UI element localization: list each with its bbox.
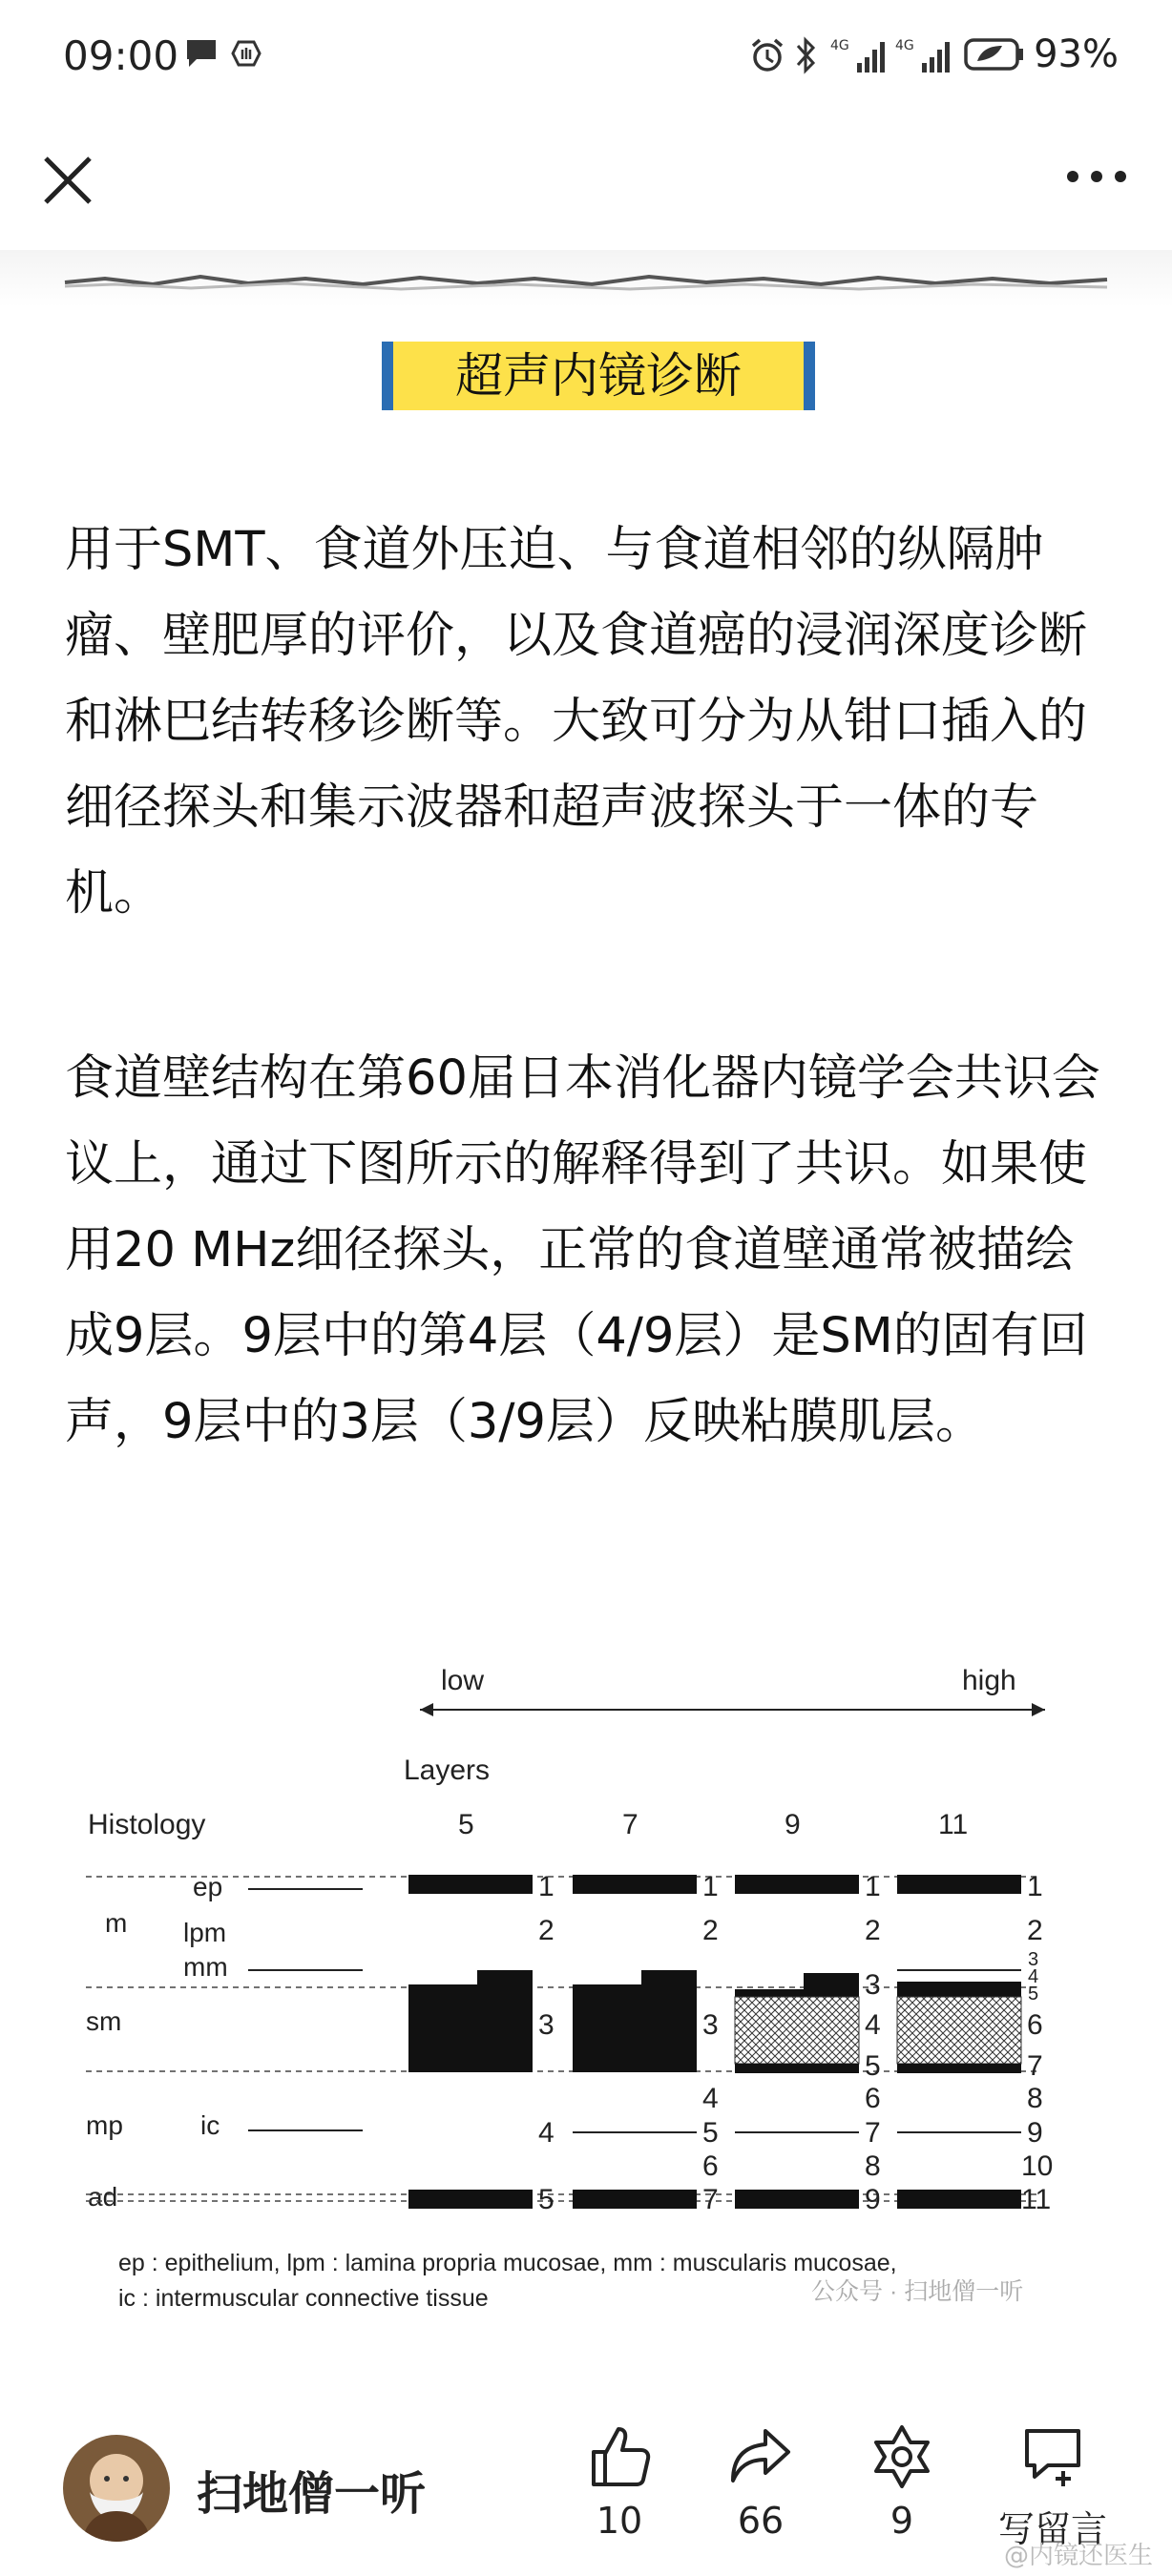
hist-mp: mp bbox=[86, 2110, 123, 2140]
share-icon bbox=[727, 2423, 794, 2490]
svg-text:3: 3 bbox=[1028, 1949, 1039, 1970]
more-icon[interactable] bbox=[1063, 162, 1130, 191]
svg-text:5: 5 bbox=[1028, 1984, 1039, 2005]
signal-icon-1 bbox=[830, 36, 889, 78]
like-count: 10 bbox=[596, 2500, 643, 2542]
svg-text:4: 4 bbox=[538, 2117, 555, 2149]
svg-text:2: 2 bbox=[1027, 1915, 1043, 1946]
svg-text:5: 5 bbox=[702, 2117, 719, 2149]
corner-watermark: @内镜还医生 bbox=[1003, 2542, 1153, 2570]
svg-text:2: 2 bbox=[538, 1915, 555, 1946]
hist-ic: ic bbox=[200, 2110, 220, 2140]
svg-text:5: 5 bbox=[865, 2050, 881, 2082]
signal-icon-2 bbox=[895, 36, 954, 78]
thumbs-up-icon bbox=[586, 2423, 653, 2490]
status-bar bbox=[0, 0, 1172, 114]
low-label: low bbox=[441, 1665, 485, 1696]
svg-text:1: 1 bbox=[702, 1871, 719, 1902]
author-name[interactable]: 扫地僧一听 bbox=[197, 2467, 427, 2521]
svg-text:7: 7 bbox=[1027, 2050, 1043, 2082]
hist-ad: ad bbox=[88, 2182, 118, 2212]
svg-text:2: 2 bbox=[702, 1915, 719, 1946]
figure-legend-line-2: ic : intermuscular connective tissue bbox=[118, 2285, 489, 2312]
figure-watermark: 公众号 · 扫地僧一听 bbox=[811, 2278, 1024, 2305]
histology-label: Histology bbox=[88, 1809, 206, 1840]
svg-text:6: 6 bbox=[1027, 2009, 1043, 2041]
close-icon[interactable] bbox=[38, 151, 97, 210]
svg-text:4G: 4G bbox=[895, 38, 914, 53]
svg-text:4G: 4G bbox=[830, 38, 849, 53]
share-button[interactable] bbox=[708, 2423, 813, 2542]
svg-text:1: 1 bbox=[538, 1871, 555, 1902]
figure-legend-line-1: ep : epithelium, lpm : lamina propria mucosae, mm : muscularis mucosae, bbox=[118, 2250, 897, 2276]
svg-text:8: 8 bbox=[865, 2150, 881, 2182]
comment-button[interactable] bbox=[991, 2423, 1115, 2552]
high-label: high bbox=[962, 1665, 1016, 1696]
article-paragraph-2: 食道壁结构在第60届日本消化器内镜学会共识会议上，通过下图所示的解释得到了共识。如果使用20 MHz细径探头，正常的食道壁通常被描绘成9层。9层中的第4层（4/9层）是SM的固有回声，9层中的3层（3/9层）反映粘膜肌层。 bbox=[65, 1050, 1100, 1450]
svg-text:6: 6 bbox=[865, 2083, 881, 2114]
top-bar bbox=[0, 114, 1172, 253]
battery-level: 93% bbox=[1034, 32, 1119, 76]
svg-text:11: 11 bbox=[1021, 2184, 1052, 2215]
svg-text:10: 10 bbox=[1021, 2150, 1054, 2182]
svg-text:2: 2 bbox=[865, 1915, 881, 1946]
share-count: 66 bbox=[737, 2500, 785, 2542]
svg-text:7: 7 bbox=[865, 2117, 881, 2149]
hist-mm: mm bbox=[183, 1952, 228, 1982]
section-heading: 超声内镜诊断 bbox=[382, 342, 815, 410]
layers-col-7: 7 bbox=[622, 1809, 638, 1840]
article-paragraph-1: 用于SMT、食道外压迫、与食道相邻的纵隔肿瘤、壁肥厚的评价，以及食道癌的浸润深度诊断和淋巴结转移诊断等。大致可分为从钳口插入的细径探头和集示波器和超声波探头于一体的专机。 bbox=[65, 522, 1088, 922]
alarm-icon bbox=[748, 36, 786, 78]
torn-paper-divider bbox=[0, 250, 1172, 307]
svg-text:1: 1 bbox=[1027, 1871, 1043, 1902]
clock: 09:00 bbox=[63, 32, 179, 79]
svg-text:1: 1 bbox=[865, 1871, 881, 1902]
bottom-action-bar bbox=[0, 2414, 1172, 2576]
esophageal-wall-layers-figure bbox=[76, 1655, 1098, 2323]
comment-label: 写留言 bbox=[997, 2508, 1107, 2550]
layers-col-5: 5 bbox=[458, 1809, 474, 1840]
favorite-button[interactable] bbox=[849, 2423, 954, 2542]
layers-col-11: 11 bbox=[938, 1809, 969, 1840]
comment-icon bbox=[1019, 2423, 1086, 2490]
svg-text:9: 9 bbox=[1027, 2117, 1043, 2149]
svg-text:4: 4 bbox=[1028, 1966, 1039, 1987]
svg-text:9: 9 bbox=[865, 2184, 881, 2215]
star-icon bbox=[869, 2423, 935, 2490]
message-icon bbox=[183, 36, 220, 74]
like-button[interactable] bbox=[567, 2423, 672, 2542]
svg-text:4: 4 bbox=[865, 2009, 881, 2041]
svg-text:3: 3 bbox=[538, 2009, 555, 2041]
svg-text:8: 8 bbox=[1027, 2083, 1043, 2114]
svg-text:7: 7 bbox=[702, 2184, 719, 2215]
star-count: 9 bbox=[889, 2500, 914, 2542]
hist-lpm: lpm bbox=[183, 1918, 227, 1947]
layers-label: Layers bbox=[404, 1755, 491, 1786]
author-avatar[interactable] bbox=[63, 2435, 170, 2542]
svg-text:4: 4 bbox=[702, 2083, 719, 2114]
svg-text:5: 5 bbox=[538, 2184, 555, 2215]
battery-icon bbox=[964, 36, 1025, 76]
svg-text:6: 6 bbox=[702, 2150, 719, 2182]
bluetooth-icon bbox=[794, 36, 819, 78]
layers-col-9: 9 bbox=[785, 1809, 801, 1840]
svg-text:3: 3 bbox=[702, 2009, 719, 2041]
hist-ep: ep bbox=[193, 1872, 223, 1901]
svg-text:3: 3 bbox=[865, 1969, 881, 2001]
hist-sm: sm bbox=[86, 2006, 122, 2036]
hand-icon bbox=[229, 36, 263, 74]
hist-m: m bbox=[105, 1908, 128, 1938]
